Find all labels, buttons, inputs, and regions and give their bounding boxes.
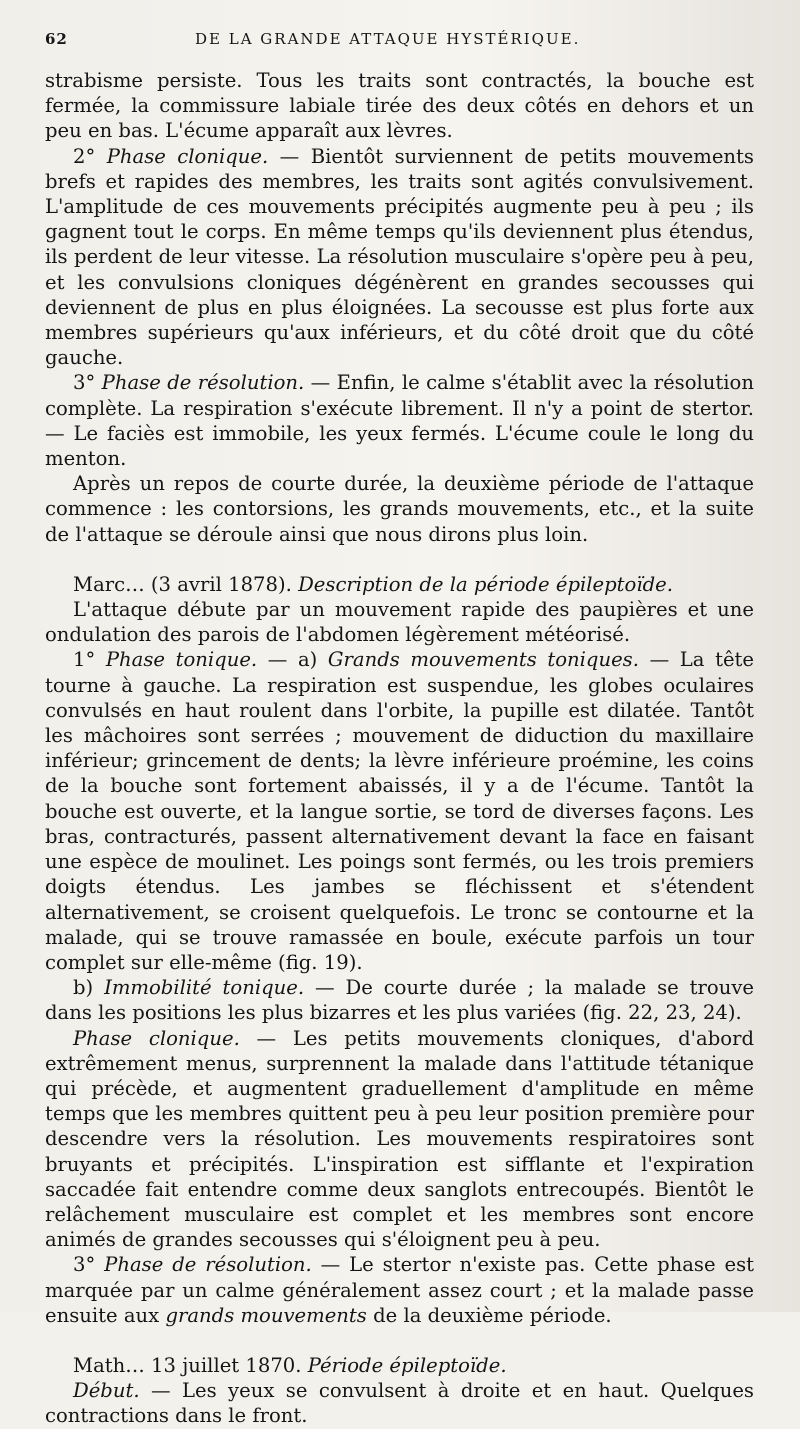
paragraph-7: 1° Phase tonique. — a) Grands mouvements toniques. — La tête tourne à gauche. La respiration est suspendue, les globes oculaires convulsés en haut roulent dans l'orbite, la pupille est dilatée. Tantôt les mâchoires sont serrées ; mouvement de diduction du maxillaire inférieur; grincement de dents; la lèvre inférieure proémine, les coins de la bouche sont fortement abaissés, il y a de l'écume. Tantôt la bouche est ouverte, et la langue sortie, se tord de diverses façons. Les bras, contracturés, passent alternativement devant la face en faisant une espèce de moulinet. Les poings sont fermés, ou les trois premiers doigts étendus. Les jambes se fléchissent et s'étendent alternativement, se croisent quelquefois. Le tronc se contourne et la malade, qui se trouve ramassée en boule, exécute parfois un tour complet sur elle-même (fig. 19). [45,648,755,974]
subsection-heading: Grands mouvements toniques. [327,648,639,672]
paragraph-3: 3° Phase de résolution. — Enfin, le calme s'établit avec la résolution complète. La respiration s'exécute librement. Il n'y a point de stertor. — Le faciès est immobile, les yeux fermés. L'écume coule le long du menton. [45,371,754,471]
body-text [45,68,754,1429]
section-heading: Immobilité tonique. [104,976,305,1000]
case-heading: Période épileptoïde. [307,1353,507,1377]
section-heading: Phase de résolution. [101,371,305,395]
paragraph-8: b) Immobilité tonique. — De courte durée ; la malade se trouve dans les positions les plus bizarres et les plus variées (fig. 22, 23, 24). [45,976,754,1025]
section-heading: Phase de résolution. [104,1253,312,1277]
paragraph-12: Début. — Les yeux se convulsent à droite et en haut. Quelques contractions dans le front. [45,1379,754,1428]
paragraph-1: strabisme persiste. Tous les traits sont contractés, la bouche est fermée, la commissure labiale tirée des deux côtés en dehors et un peu en bas. L'écume apparaît aux lèvres. [45,69,754,143]
section-heading: Phase tonique. [105,648,258,672]
page-number: 62 [45,30,68,48]
paragraph-6: L'attaque débute par un mouvement rapide des paupières et une ondulation des parois de l'abdomen légèrement météorisé. [45,598,754,647]
section-heading: Début. [73,1379,140,1403]
paragraph-5: Marc… (3 avril 1878). Description de la période épileptoïde. [73,572,673,596]
page-header [45,30,754,48]
running-title: DE LA GRANDE ATTAQUE HYSTÉRIQUE. [195,30,581,48]
section-heading: Phase clonique. [73,1026,240,1050]
case-heading: Description de la période épileptoïde. [298,572,673,596]
paragraph-9: Phase clonique. — Les petits mouvements cloniques, d'abord extrêmement menus, surprennent la malade dans l'attitude tétanique qui précède, et augmentent graduellement d'amplitude en même temps que les membres quittent peu à peu leur position première pour descendre vers la résolution. Les mouvements respiratoires sont bruyants et précipités. L'inspiration est sifflante et l'expiration saccadée fait entendre comme deux sanglots entrecoupés. Bientôt le relâchement musculaire est complet et les membres sont encore animés de grandes secousses qui s'éloignent peu à peu. [45,1026,754,1252]
inline-emphasis: grands mouvements [165,1303,367,1327]
section-heading: Phase clonique. [106,144,269,168]
paragraph-4: Après un repos de courte durée, la deuxième période de l'attaque commence : les contorsions, les grands mouvements, etc., et la suite de l'attaque se déroule ainsi que nous dirons plus loin. [45,472,754,546]
paragraph-11: Math… 13 juillet 1870. Période épileptoïde. [73,1353,507,1377]
paragraph-2: 2° Phase clonique. — Bientôt surviennent de petits mouvements brefs et rapides des membres, les traits sont agités convulsivement. L'amplitude de ces mouvements précipités augmente peu à peu ; ils gagnent tout le corps. En même temps qu'ils deviennent plus étendus, ils perdent de leur vitesse. La résolution musculaire s'opère peu à peu, et les convulsions cloniques dégénèrent en grandes secousses qui deviennent de plus en plus éloignées. La secousse est plus forte aux membres supérieurs qu'aux inférieurs, et du côté droit que du côté gauche. [45,144,754,370]
paragraph-10: 3° Phase de résolution. — Le stertor n'existe pas. Cette phase est marquée par un calme généralement assez court ; et la malade passe ensuite aux grands mouvements de la deuxième période. [45,1253,755,1327]
